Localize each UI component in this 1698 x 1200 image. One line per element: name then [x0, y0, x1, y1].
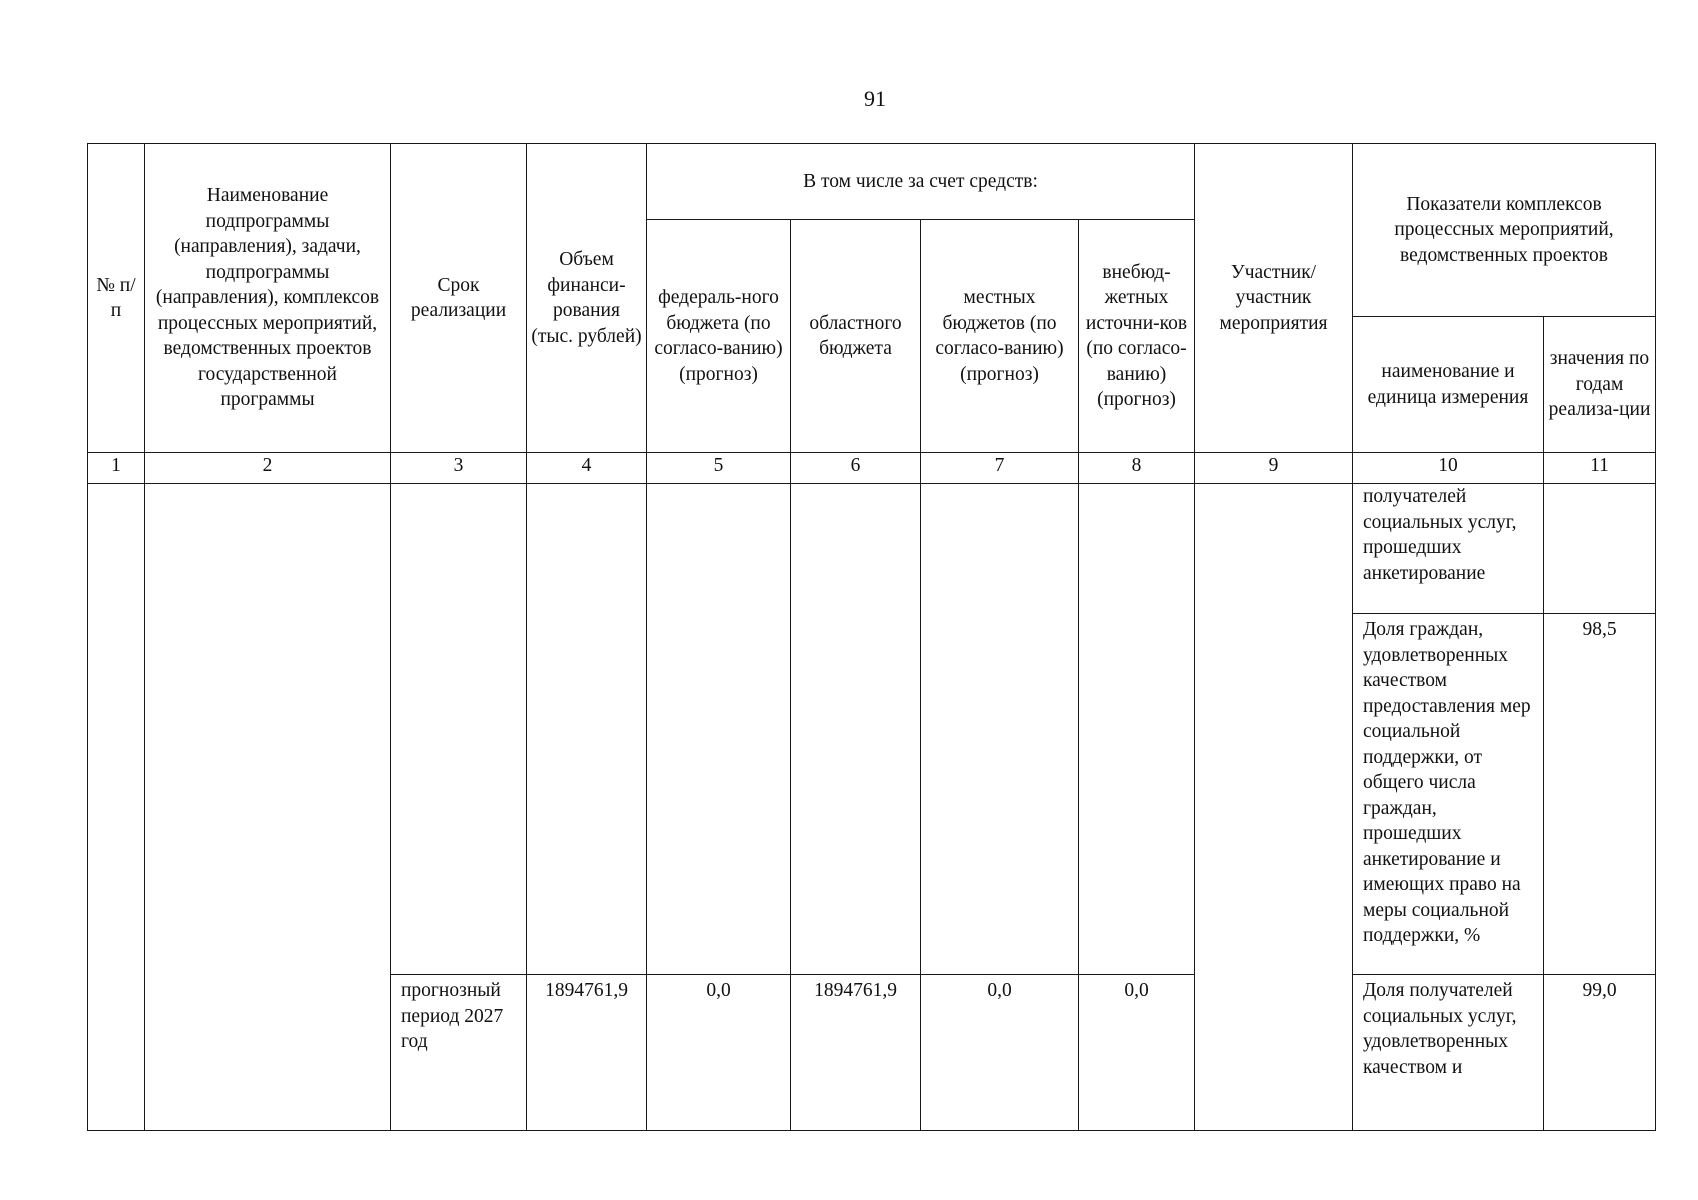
cell-volume-empty	[527, 484, 647, 975]
header-extrabudgetary	[1079, 220, 1195, 453]
cell-period-empty	[391, 484, 527, 975]
column-number: 10	[1353, 453, 1544, 484]
header-indicator-value-label: значения по годам реализа-ции	[1548, 348, 1651, 421]
header-federal-label: федераль-ного бюджета (по согласо-ванию) (прогноз)	[654, 287, 783, 385]
cell-indicator-value: 99,0	[1544, 975, 1656, 1131]
column-number: 4	[527, 453, 647, 484]
column-number: 7	[921, 453, 1079, 484]
column-number: 2	[145, 453, 391, 484]
header-period-label: Срок реализации	[410, 274, 507, 321]
header-name	[145, 144, 391, 453]
cell-indicator-value	[1544, 484, 1656, 614]
column-numbers-row	[88, 453, 1656, 484]
header-sources-group	[647, 144, 1195, 220]
header-regional-label: областного бюджета	[809, 312, 902, 359]
cell-volume: 1894761,9	[527, 975, 647, 1131]
header-participant	[1195, 144, 1353, 453]
column-number: 5	[647, 453, 791, 484]
header-participant-label: Участник/ участник мероприятия	[1219, 261, 1328, 334]
column-number: 8	[1079, 453, 1195, 484]
column-number: 6	[791, 453, 921, 484]
cell-row-number	[88, 484, 145, 1131]
header-volume-label: Объем финанси-рования (тыс. рублей)	[531, 249, 642, 347]
header-volume	[527, 144, 647, 453]
column-number: 11	[1544, 453, 1656, 484]
cell-regional: 1894761,9	[791, 975, 921, 1131]
cell-indicator-name: Доля получателей социальных услуг, удовлетворенных качеством и	[1353, 975, 1544, 1131]
header-regional	[791, 220, 921, 453]
header-indicator-name	[1353, 317, 1544, 453]
cell-indicator-value: 98,5	[1544, 614, 1656, 975]
column-number: 1	[88, 453, 145, 484]
table-row	[88, 484, 1656, 614]
column-number: 3	[391, 453, 527, 484]
cell-local: 0,0	[921, 975, 1079, 1131]
header-row-number	[88, 144, 145, 453]
header-name-label: Наименование подпрограммы (направления), задачи, подпрограммы (направления), комплексов процессных мероприятий, ведомственных проектов государственной программы	[155, 185, 380, 411]
header-indicators-group-label: Показатели комплексов процессных мероприятий, ведомственных проектов	[1394, 193, 1614, 266]
program-table	[87, 143, 1656, 1131]
cell-extrabudgetary-empty	[1079, 484, 1195, 975]
cell-federal: 0,0	[647, 975, 791, 1131]
header-period	[391, 144, 527, 453]
header-extrabudgetary-label: внебюд-жетных источни-ков (по согласо-ванию) (прогноз)	[1085, 261, 1188, 410]
cell-regional-empty	[791, 484, 921, 975]
header-local	[921, 220, 1079, 453]
column-number: 9	[1195, 453, 1353, 484]
header-indicators-group	[1353, 144, 1656, 317]
cell-name	[145, 484, 391, 1131]
header-sources-group-label: В том числе за счет средств:	[803, 170, 1038, 192]
cell-indicator-name: Доля граждан, удовлетворенных качеством предоставления мер социальной поддержки, от общего числа граждан, прошедших анкетирование и имеющих право на меры социальной поддержки, %	[1353, 614, 1544, 975]
cell-period: прогнозный период 2027 год	[391, 975, 527, 1131]
header-local-label: местных бюджетов (по согласо-ванию) (прогноз)	[935, 287, 1064, 385]
cell-indicator-name: получателей социальных услуг, прошедших анкетирование	[1353, 484, 1544, 614]
header-indicator-name-label: наименование и единица измерения	[1367, 361, 1529, 408]
cell-participant	[1195, 484, 1353, 1131]
header-indicator-value	[1544, 317, 1656, 453]
cell-extrabudgetary: 0,0	[1079, 975, 1195, 1131]
header-federal	[647, 220, 791, 453]
header-row-number-label: № п/п	[96, 274, 136, 321]
cell-federal-empty	[647, 484, 791, 975]
page-number: 91	[864, 86, 886, 111]
cell-local-empty	[921, 484, 1079, 975]
